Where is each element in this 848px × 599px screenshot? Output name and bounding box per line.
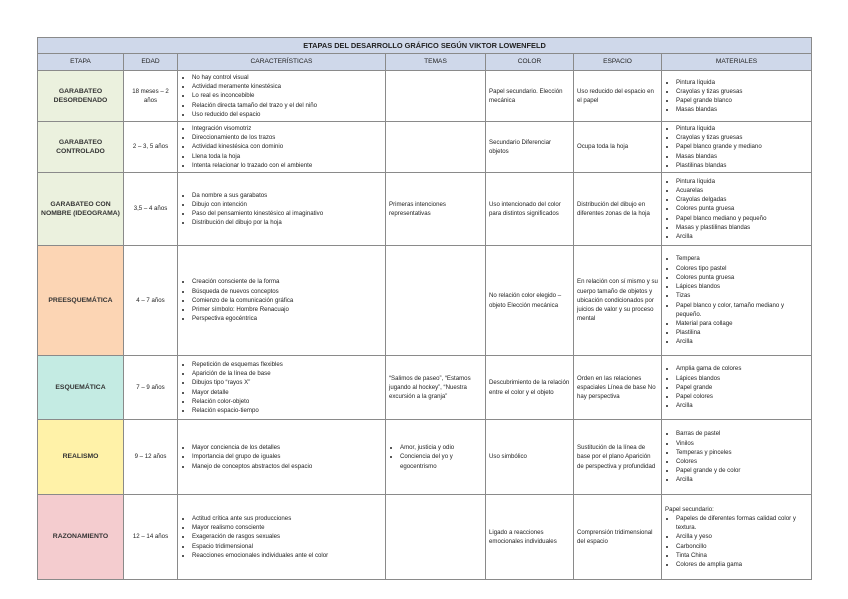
color-cell: Secundario Diferenciar objetos (486, 122, 574, 173)
list-item: • Repetición de esquemas flexibles (192, 360, 382, 369)
list-item: • Dibujo con intención (192, 200, 382, 209)
stage-name-cell: GARABATEO CONTROLADO (38, 122, 124, 173)
color-cell: Papel secundario. Elección mecánica (486, 71, 574, 122)
age-cell: 3,5 – 4 años (124, 173, 178, 246)
stage-name-cell: RAZONAMIENTO (38, 495, 124, 580)
list-item: • Tempera (676, 254, 808, 263)
materials-list (665, 78, 808, 115)
characteristics-cell (178, 420, 386, 495)
themes-list (389, 443, 482, 471)
table-row (38, 173, 812, 246)
list-item: • Masas blandas (676, 105, 808, 114)
list-item: • Espacio tridimensional (192, 542, 382, 551)
list-item: • Material para collage (676, 319, 808, 328)
characteristics-cell (178, 173, 386, 246)
list-item: • Relación espacio-tiempo (192, 406, 382, 415)
age-cell: 18 meses – 2 años (124, 71, 178, 122)
list-item: • Actitud crítica ante sus producciones (192, 514, 382, 523)
list-item: • Aparición de la línea de base (192, 369, 382, 378)
list-item: • Distribución del dibujo por la hoja (192, 218, 382, 227)
list-item: • Actividad meramente kinestésica (192, 82, 382, 91)
list-item: • Colores de amplia gama (676, 560, 808, 569)
characteristics-list (181, 443, 382, 471)
list-item: • Pintura líquida (676, 124, 808, 133)
list-item: • Arcilla y yeso (676, 532, 808, 541)
list-item: • Colores (676, 457, 808, 466)
themes-cell (386, 71, 486, 122)
space-cell: Uso reducido del espacio en el papel (574, 71, 662, 122)
list-item: • Papel colores (676, 392, 808, 401)
table-row (38, 71, 812, 122)
characteristics-cell (178, 356, 386, 420)
color-cell: Ligado a reacciones emocionales individuales (486, 495, 574, 580)
list-item: • Comienzo de la comunicación gráfica (192, 296, 382, 305)
list-item: • Conciencia del yo y egocentrismo (400, 452, 482, 470)
materials-list (665, 124, 808, 170)
materials-list (665, 177, 808, 241)
themes-cell (386, 246, 486, 356)
header-etapa: ETAPA (38, 54, 124, 71)
characteristics-list (181, 277, 382, 323)
themes-cell: Primeras intenciones representativas (386, 173, 486, 246)
list-item: • Amplia gama de colores (676, 364, 808, 373)
list-item: • Colores punta gruesa (676, 204, 808, 213)
list-item: • Direccionamiento de los trazos (192, 133, 382, 142)
table-row (38, 246, 812, 356)
materials-intro: Papel secundario: (665, 505, 714, 513)
list-item: • Paso del pensamiento kinestésico al imaginativo (192, 209, 382, 218)
list-item: • Amor, justicia y odio (400, 443, 482, 452)
list-item: • Integración visomotriz (192, 124, 382, 133)
characteristics-list (181, 124, 382, 170)
list-item: • Papel blanco grande y mediano (676, 142, 808, 151)
list-item: • Dibujos tipo “rayos X” (192, 378, 382, 387)
age-cell: 2 – 3, 5 años (124, 122, 178, 173)
list-item: • Manejo de conceptos abstractos del espacio (192, 462, 382, 471)
materials-cell (662, 495, 812, 580)
table-row (38, 420, 812, 495)
materials-cell (662, 71, 812, 122)
space-cell: Comprensión tridimensional del espacio (574, 495, 662, 580)
stage-name-cell: GARABATEO CON NOMBRE (IDEOGRAMA) (38, 173, 124, 246)
list-item: • Mayor conciencia de los detalles (192, 443, 382, 452)
header-materiales: MATERIALES (662, 54, 812, 71)
space-cell: Orden en las relaciones espaciales Línea de base No hay perspectiva (574, 356, 662, 420)
materials-list (665, 254, 808, 346)
header-color: COLOR (486, 54, 574, 71)
materials-cell (662, 356, 812, 420)
characteristics-cell (178, 246, 386, 356)
materials-cell (662, 246, 812, 356)
list-item: • Papeles de diferentes formas calidad color y textura. (676, 514, 808, 532)
development-stages-table (37, 37, 812, 580)
list-item: • Crayolas y tizas gruesas (676, 133, 808, 142)
list-item: • Mayor realismo consciente (192, 523, 382, 532)
materials-cell (662, 420, 812, 495)
header-temas: TEMAS (386, 54, 486, 71)
list-item: • Creación consciente de la forma (192, 277, 382, 286)
header-caracteristicas: CARACTERÍSTICAS (178, 54, 386, 71)
list-item: • Arcilla (676, 232, 808, 241)
characteristics-list (181, 360, 382, 415)
list-item: • Papel grande y de color (676, 466, 808, 475)
list-item: • Papel blanco y color, tamaño mediano y pequeño. (676, 301, 808, 319)
list-item: • Papel grande (676, 383, 808, 392)
list-item: • Llena toda la hoja (192, 152, 382, 161)
list-item: • Relación color-objeto (192, 397, 382, 406)
list-item: • Carboncillo (676, 542, 808, 551)
table-title: ETAPAS DEL DESARROLLO GRÁFICO SEGÚN VIKTOR LOWENFELD (38, 38, 812, 54)
list-item: • Lápices blandos (676, 282, 808, 291)
materials-list (665, 429, 808, 484)
list-item: • Acuarelas (676, 186, 808, 195)
color-cell: Uso simbólico (486, 420, 574, 495)
table-row (38, 356, 812, 420)
list-item: • Pintura líquida (676, 177, 808, 186)
list-item: • Temperas y pinceles (676, 448, 808, 457)
themes-cell (386, 420, 486, 495)
list-item: • Masas blandas (676, 152, 808, 161)
table-row (38, 495, 812, 580)
header-edad: EDAD (124, 54, 178, 71)
list-item: • Papel blanco mediano y pequeño (676, 214, 808, 223)
list-item: • Pintura líquida (676, 78, 808, 87)
list-item: • No hay control visual (192, 73, 382, 82)
characteristics-cell (178, 71, 386, 122)
list-item: • Actividad kinestésica con dominio (192, 142, 382, 151)
list-item: • Perspectiva egocéntrica (192, 314, 382, 323)
age-cell: 12 – 14 años (124, 495, 178, 580)
themes-cell (386, 122, 486, 173)
list-item: • Papel grande blanco (676, 96, 808, 105)
space-cell: Ocupa toda la hoja (574, 122, 662, 173)
space-cell: En relación con sí mismo y su cuerpo tamaño de objetos y ubicación condicionados por juicios de valor y su proceso mental (574, 246, 662, 356)
characteristics-list (181, 514, 382, 560)
list-item: • Tizas (676, 291, 808, 300)
list-item: • Intenta relacionar lo trazado con el ambiente (192, 161, 382, 170)
list-item: • Uso reducido del espacio (192, 110, 382, 119)
stage-name-cell: ESQUEMÁTICA (38, 356, 124, 420)
themes-cell (386, 495, 486, 580)
materials-cell (662, 122, 812, 173)
list-item: • Mayor detalle (192, 388, 382, 397)
characteristics-list (181, 73, 382, 119)
list-item: • Tinta China (676, 551, 808, 560)
table-row (38, 122, 812, 173)
list-item: • Exageración de rasgos sexuales (192, 532, 382, 541)
materials-list (665, 514, 808, 569)
list-item: • Arcilla (676, 337, 808, 346)
space-cell: Distribución del dibujo en diferentes zonas de la hoja (574, 173, 662, 246)
list-item: • Crayolas y tizas gruesas (676, 87, 808, 96)
list-item: • Masas y plastilinas blandas (676, 223, 808, 232)
stage-name-cell: PREESQUEMÁTICA (38, 246, 124, 356)
age-cell: 4 – 7 años (124, 246, 178, 356)
age-cell: 9 – 12 años (124, 420, 178, 495)
header-espacio: ESPACIO (574, 54, 662, 71)
list-item: • Plastilina (676, 328, 808, 337)
characteristics-cell (178, 122, 386, 173)
list-item: • Búsqueda de nuevos conceptos (192, 287, 382, 296)
color-cell: No relación color elegido – objeto Elección mecánica (486, 246, 574, 356)
color-cell: Uso intencionado del color para distintos significados (486, 173, 574, 246)
age-cell: 7 – 9 años (124, 356, 178, 420)
list-item: • Lo real es inconcebible (192, 91, 382, 100)
list-item: • Crayolas delgadas (676, 195, 808, 204)
characteristics-list (181, 191, 382, 228)
list-item: • Plastilinas blandas (676, 161, 808, 170)
list-item: • Primer símbolo: Hombre Renacuajo (192, 305, 382, 314)
list-item: • Da nombre a sus garabatos (192, 191, 382, 200)
color-cell: Descubrimiento de la relación entre el color y el objeto (486, 356, 574, 420)
stage-name-cell: REALISMO (38, 420, 124, 495)
list-item: • Colores tipo pastel (676, 264, 808, 273)
list-item: • Vinilos (676, 439, 808, 448)
materials-cell (662, 173, 812, 246)
list-item: • Arcilla (676, 475, 808, 484)
list-item: • Barras de pastel (676, 429, 808, 438)
themes-cell: “Salimos de paseo”, “Estamos jugando al hockey”, “Nuestra excursión a la granja” (386, 356, 486, 420)
list-item: • Arcilla (676, 401, 808, 410)
list-item: • Lápices blandos (676, 374, 808, 383)
list-item: • Relación directa tamaño del trazo y el del niño (192, 101, 382, 110)
list-item: • Importancia del grupo de iguales (192, 452, 382, 461)
list-item: • Colores punta gruesa (676, 273, 808, 282)
characteristics-cell (178, 495, 386, 580)
space-cell: Sustitución de la línea de base por el plano Aparición de perspectiva y profundidad (574, 420, 662, 495)
materials-list (665, 364, 808, 410)
list-item: • Reacciones emocionales individuales ante el color (192, 551, 382, 560)
stage-name-cell: GARABATEO DESORDENADO (38, 71, 124, 122)
